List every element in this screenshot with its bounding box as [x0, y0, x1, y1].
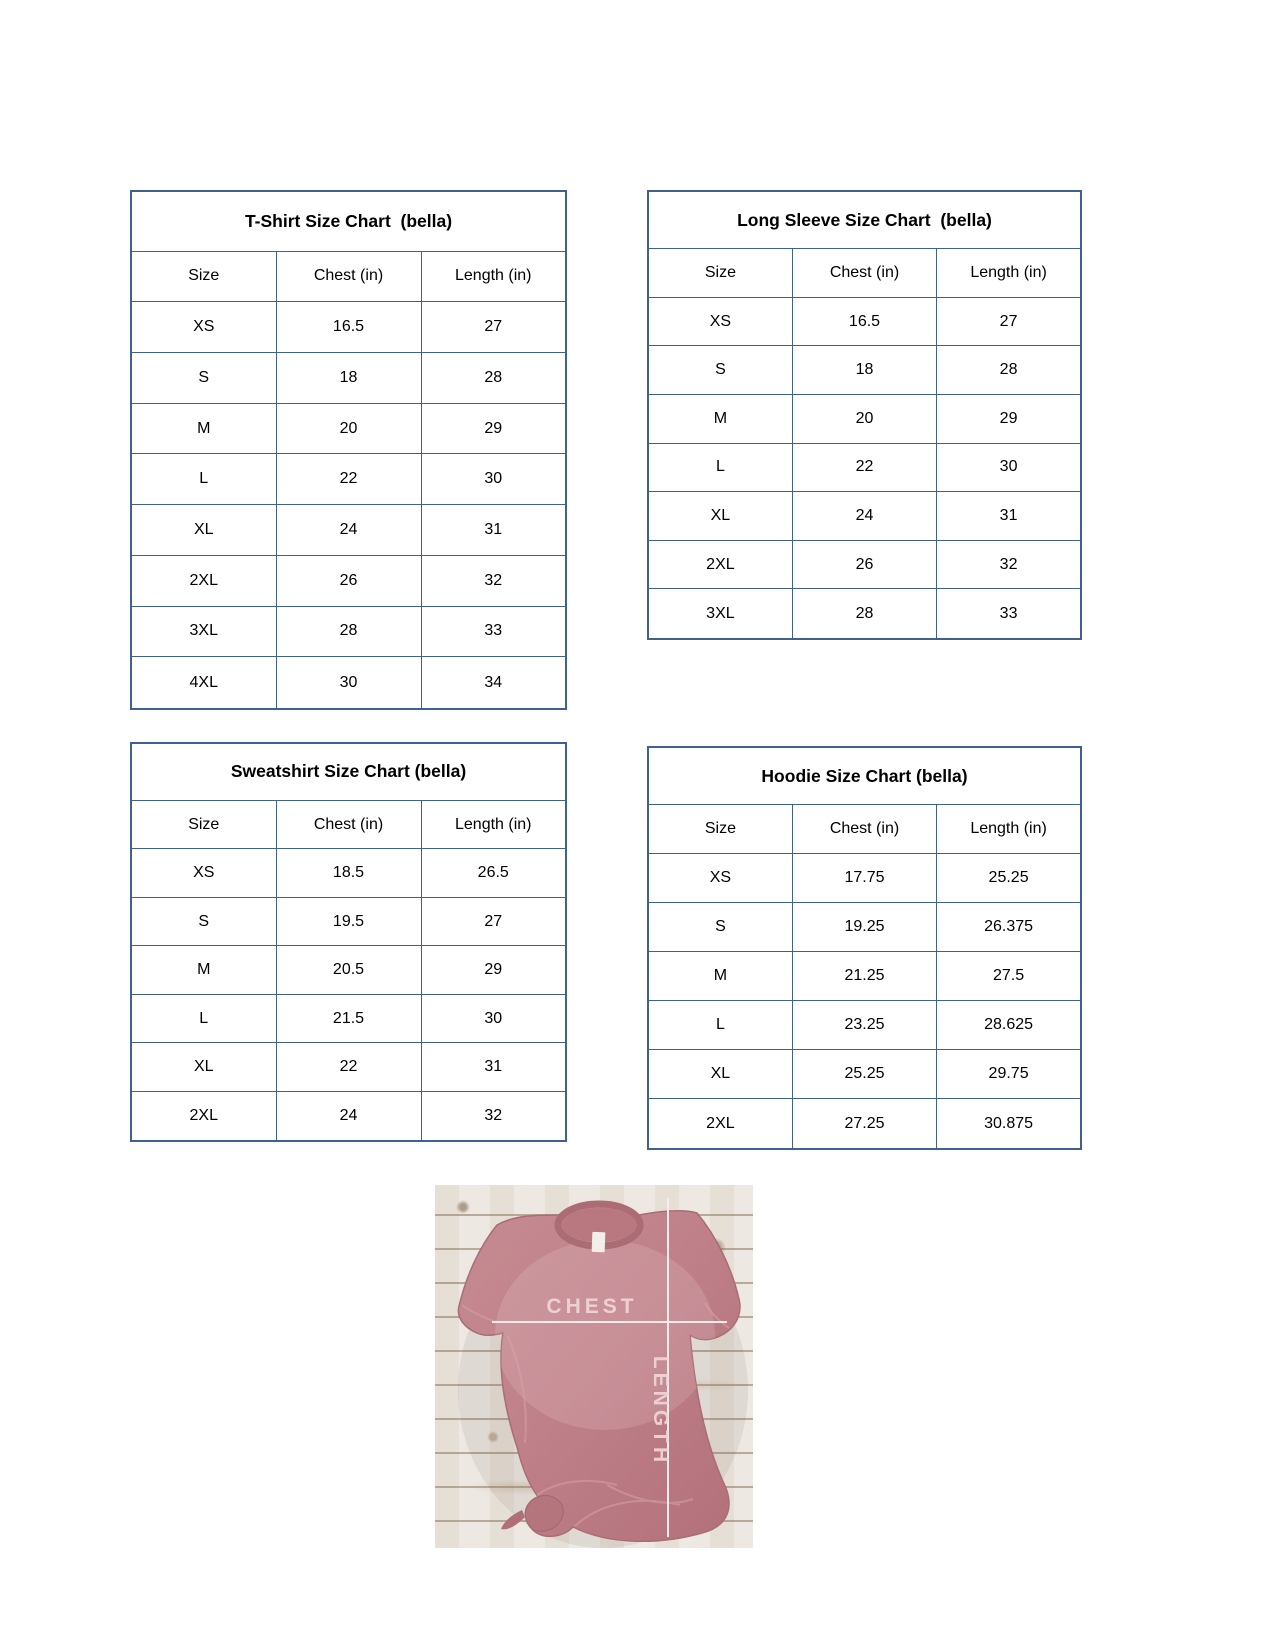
size-cell: 28: [792, 589, 936, 639]
size-cell: XL: [648, 492, 792, 541]
size-cell: XL: [648, 1050, 792, 1099]
table-row: [131, 849, 566, 897]
longsleeve-table: [647, 190, 1082, 640]
column-header: Length (in): [421, 800, 566, 848]
tshirt-graphic: [435, 1185, 753, 1548]
size-cell: 27: [421, 302, 566, 353]
size-cell: 29.75: [937, 1050, 1081, 1099]
size-cell: 22: [276, 1043, 421, 1091]
size-cell: L: [131, 994, 276, 1042]
size-cell: 23.25: [792, 1001, 936, 1050]
table-row: [131, 897, 566, 945]
size-cell: 30.875: [937, 1099, 1081, 1149]
table-row: [131, 946, 566, 994]
size-cell: 3XL: [131, 606, 276, 657]
size-cell: L: [648, 443, 792, 492]
table-row: [131, 1091, 566, 1141]
table-row: [648, 1099, 1081, 1149]
size-cell: 27.25: [792, 1099, 936, 1149]
table-row: [648, 589, 1081, 639]
table-row: [648, 1050, 1081, 1099]
size-cell: 30: [276, 657, 421, 709]
chest-label: CHEST: [546, 1295, 638, 1318]
size-cell: S: [131, 897, 276, 945]
size-cell: 21.5: [276, 994, 421, 1042]
table-title-row: [648, 747, 1081, 805]
table-title-row: [131, 191, 566, 251]
long-sleeve-size-chart: [647, 190, 1082, 640]
size-cell: XS: [131, 849, 276, 897]
size-cell: 24: [276, 1091, 421, 1141]
size-cell: L: [648, 1001, 792, 1050]
size-cell: 4XL: [131, 657, 276, 709]
column-header: Chest (in): [276, 800, 421, 848]
size-cell: 30: [937, 443, 1081, 492]
table-header-row: [131, 800, 566, 848]
size-cell: 17.75: [792, 854, 936, 903]
table-row: [648, 540, 1081, 589]
column-header: Size: [131, 251, 276, 302]
size-cell: 26.375: [937, 903, 1081, 952]
sweatshirt-size-chart: [130, 742, 567, 1142]
column-header: Length (in): [937, 805, 1081, 854]
size-cell: 18: [792, 346, 936, 395]
table-row: [131, 302, 566, 353]
column-header: Size: [648, 805, 792, 854]
size-cell: 26.5: [421, 849, 566, 897]
size-cell: M: [648, 952, 792, 1001]
size-cell: 28: [937, 346, 1081, 395]
table-header-row: [648, 249, 1081, 298]
table-title: Hoodie Size Chart (bella): [648, 747, 1081, 805]
size-cell: XL: [131, 505, 276, 556]
shirt-highlight: [495, 1240, 715, 1430]
size-cell: 32: [937, 540, 1081, 589]
size-cell: S: [648, 903, 792, 952]
size-cell: 27: [421, 897, 566, 945]
column-header: Length (in): [937, 249, 1081, 298]
column-header: Size: [648, 249, 792, 298]
size-cell: 31: [421, 505, 566, 556]
column-header: Chest (in): [276, 251, 421, 302]
size-cell: XL: [131, 1043, 276, 1091]
column-header: Length (in): [421, 251, 566, 302]
table-row: [131, 1043, 566, 1091]
table-row: [648, 394, 1081, 443]
table-title-row: [131, 743, 566, 800]
size-cell: 22: [276, 454, 421, 505]
table-header-row: [131, 251, 566, 302]
sweatshirt-table: [130, 742, 567, 1142]
size-cell: 25.25: [792, 1050, 936, 1099]
table-row: [648, 903, 1081, 952]
table-row: [648, 297, 1081, 346]
tshirt-measurement-photo: [435, 1185, 753, 1548]
size-cell: XS: [131, 302, 276, 353]
size-cell: 3XL: [648, 589, 792, 639]
size-cell: 29: [421, 403, 566, 454]
size-cell: 32: [421, 555, 566, 606]
table-row: [131, 994, 566, 1042]
length-label: LENGTH: [649, 1355, 672, 1467]
size-cell: 24: [792, 492, 936, 541]
size-cell: 18: [276, 353, 421, 404]
size-cell: 32: [421, 1091, 566, 1141]
size-cell: L: [131, 454, 276, 505]
size-cell: 33: [421, 606, 566, 657]
size-cell: 28: [421, 353, 566, 404]
size-cell: 16.5: [276, 302, 421, 353]
column-header: Chest (in): [792, 249, 936, 298]
table-row: [648, 854, 1081, 903]
size-cell: 2XL: [131, 555, 276, 606]
table-row: [131, 606, 566, 657]
column-header: Size: [131, 800, 276, 848]
size-cell: 2XL: [648, 540, 792, 589]
hoodie-table: [647, 746, 1082, 1150]
table-header-row: [648, 805, 1081, 854]
size-cell: M: [131, 403, 276, 454]
table-row: [131, 353, 566, 404]
size-cell: M: [648, 394, 792, 443]
table-row: [648, 443, 1081, 492]
table-row: [131, 403, 566, 454]
size-cell: 2XL: [131, 1091, 276, 1141]
size-cell: 20: [792, 394, 936, 443]
neck-label: [592, 1232, 606, 1252]
size-cell: 29: [421, 946, 566, 994]
table-title-row: [648, 191, 1081, 249]
size-cell: XS: [648, 297, 792, 346]
table-row: [648, 952, 1081, 1001]
size-cell: 26: [276, 555, 421, 606]
table-row: [648, 492, 1081, 541]
size-cell: 24: [276, 505, 421, 556]
table-row: [131, 555, 566, 606]
table-row: [131, 454, 566, 505]
size-cell: XS: [648, 854, 792, 903]
size-cell: M: [131, 946, 276, 994]
table-row: [648, 1001, 1081, 1050]
size-cell: 19.25: [792, 903, 936, 952]
table-row: [648, 346, 1081, 395]
size-cell: 19.5: [276, 897, 421, 945]
size-cell: 28: [276, 606, 421, 657]
size-cell: 27: [937, 297, 1081, 346]
tshirt-table: [130, 190, 567, 710]
size-cell: 31: [937, 492, 1081, 541]
size-cell: 20.5: [276, 946, 421, 994]
size-cell: 33: [937, 589, 1081, 639]
size-cell: 21.25: [792, 952, 936, 1001]
size-cell: S: [131, 353, 276, 404]
table-title: T-Shirt Size Chart (bella): [131, 191, 566, 251]
table-title: Long Sleeve Size Chart (bella): [648, 191, 1081, 249]
size-cell: 22: [792, 443, 936, 492]
size-cell: 27.5: [937, 952, 1081, 1001]
size-cell: 34: [421, 657, 566, 709]
table-row: [131, 505, 566, 556]
table-row: [131, 657, 566, 709]
size-cell: 16.5: [792, 297, 936, 346]
tshirt-size-chart: [130, 190, 567, 710]
size-cell: S: [648, 346, 792, 395]
size-cell: 18.5: [276, 849, 421, 897]
size-cell: 29: [937, 394, 1081, 443]
size-cell: 31: [421, 1043, 566, 1091]
size-cell: 30: [421, 994, 566, 1042]
hoodie-size-chart: [647, 746, 1082, 1150]
size-cell: 30: [421, 454, 566, 505]
size-cell: 2XL: [648, 1099, 792, 1149]
size-cell: 28.625: [937, 1001, 1081, 1050]
table-title: Sweatshirt Size Chart (bella): [131, 743, 566, 800]
size-cell: 20: [276, 403, 421, 454]
column-header: Chest (in): [792, 805, 936, 854]
size-cell: 26: [792, 540, 936, 589]
size-cell: 25.25: [937, 854, 1081, 903]
